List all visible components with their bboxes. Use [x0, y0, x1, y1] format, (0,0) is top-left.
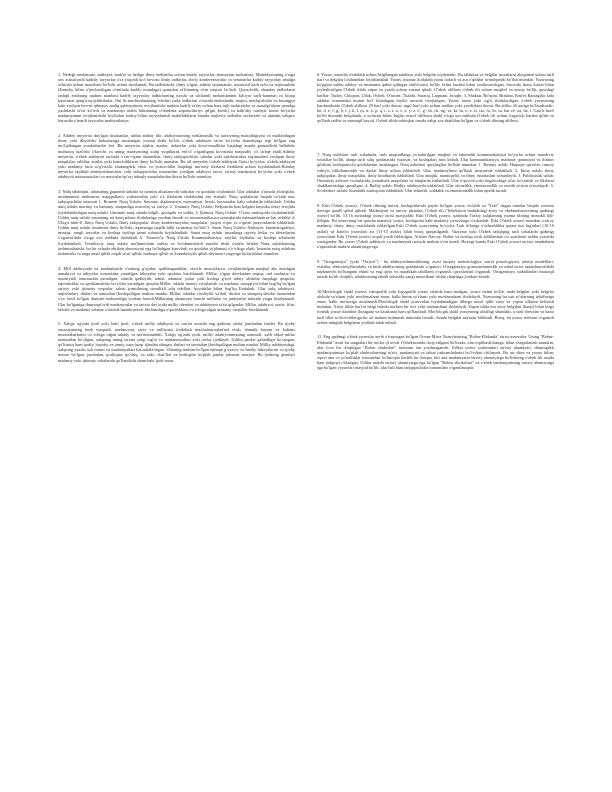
paragraph-11: 11. Eng qadimgi o'zbek yozuvlar ayrib o'rinyotgan bo'lgan Orxun-Mirra Yozuvlarining "Bobur-Ehdonda" tarixi mavzular. Uning "Bobur-Ehdonda" asari bu sangtalari bir necha ijl avval O'zbekistonda chop etilgani bo'lisada, ular topilbaslichanga, bilan chegarlanish mumkin, ular fovo bir chiqitigan "Bobur shukrilari" mavzuni tan yozilmagandir. Ushbu yozuv yodnomlari tarixiy ahamiyati, shuningdek madaniyatimiza ko'plab shuhratlarining ta'siri, madaniyati va tabiat tushunchalarini bo'l-ishini chilinyeti. Bu asr shon va yozuv hilim, oquvi ana va yo'nalishlar tomonidan bo'lmoqda kechib bu chaqan, biri ana madaniyatni tarixiy ahamiyatga bo'lishning o'zbek tili ustida ham tadqiqot o'tkazgan. Ushbu asarda tarixiy ahamiyatga ega bo'lgan "Bobur shoikrilari" va o'zbek madaniyatining tarixiy ahamiyatga ega bo'lgan yozuvlari mavjud bo'lib, ular hali ham tadqiqotchilar tomonidan o'rganilmoqda.: [317, 334, 554, 371]
paragraph-5: 5. Xalqiy og'zaki ijodi yoki hafti ijodi, o'zbek milliy adabiyoti va san'ati asosida eng qadimiy ziidiy janrlardan biridir. Bu ijodiy xususiyatning bosh maqsadi, madaniyati, tarix va milliyatsi ifodalash maxhalariraqlan'iod etish, shuntik bayam va kultans munosabatlarini o'z ichiga olgan adabiy va ma'nomanlidir. Xalqiy og'zaki ijodi, milliy adabiyotimizning axtimoli; xalfi shkol-ashlar tuzumidan bo'sligan, xalqning uning tarzini yetgi tug'or va mudanniyatlari yeki ravlar ijodlaydi. Ushbu janrlar qalindligir ko'sangan, qo'limiya ham ijodiy, hayotiy va jamiy, tuza (uzqi ijlardan olingan, dinlari va tamixdan (boshqa)ligan muhim manba. Milliy adabiyotdagi, xalqning yaxshi uch tonasi va madaniyatlari kat,anbila'shgan. Ularning muhim bo'lgan nafaqat g'oyaviy va badiiy hikoyalarini va ijodiy mavzu bo'lgan, jumladan, qoshiqiar, qo'shiq, va sado, shar'lari va boshqalar ko'plab janrlar jahonda mavjud. Bu ijodning qismlari madaniy yoki ijtimoiy sohalarida qo'llanilishi shunchaki ijodi emas.: [58, 321, 295, 363]
paragraph-10: 10.Morfologik shakl yozuvi, ideografik yoki logografik yozuv sifatida ham tanilgan, yozuv tizimi bo'lib, unda belgilar yoki belgilar alohida so'zlarni yoki morfemalarni emas, balki butun so'zlarni yoki morfemalarni ifodalaydi. Yozuvning bu turi so'zlarning talaffuziga emas, balki ma'nosiga asoslanadi.Morfologik shakl yozuvidan foydalanadigan tillarga misol qilib xitoy va yapon tillarini keltirish mumkin. Xitoy tilida har bir belgi odatda ma'lum bir so'z yoki tushunchani ifodalaydi. Yapon tilida esa xitoy belgilari (kanji) bilan birga fonetik yozuv tizimlari (hiragana va katakana) ham qo'llaniladi. Morfologik shakl yozuvining afzalligi shundaki, u turli shevalar va hatto turli tillar so'zlovchilariga bir xil matnni tushunish imkonini beradi, chunki belgilar ma'noni bildiradi. Biroq, bu yozuv tizimini o'rganish uchun minglab belgilarni yodlash talab etiladi.: [317, 288, 554, 325]
paragraph-9: 9. "Ortaganstiyo" (yoki "Ortiyot") - bu adabiyotshunoslikning, asosi tarqiriy metodologiya, san'at psixologiyasi, tafsiqs modelilari, estetika, semiotexyllaradaliy va kitik adabiyotning qoidalarini o'rgatuvi. O'rtaganstiyo gosmonshunoslik va sohal tarixi sanatshunoslikda nazkunechi bo'hunguni ehtini va eng qiyin va murakkab tahlilarni o'rganish, qiyoslashni o'rganadi. Ortaganstiyo xududlarlari mustaqil tarzda ko'rib chiqilib, adabiyotning tahlili sohasida yangi metodlarni ishlab chiqishga yordam beradi.: [317, 258, 554, 280]
paragraph-6: 6. Yozuv, insonlar ifodalash uchun belgilangan tafakkur yoki belgilar to'plamidir. Bu tafakkur va belgilar insonlarni aloqalanti uchun turli harf va belgilar to'plamidan foydalaniladi. Yozuv, insonar ifodalash yozui turlarli va asa o'qishlar ta'molqenab bo'lish mumkin. Yozuvning ko'pgina ushbu adabiy va ummuma qabul qilingan shifte'siaisi bo'lib, bilmi kurfini bilan xozilmuvoligan, biroxida ikusu kurfai bilan joylashtirilgan O'zbek tilida xitpat va yaxsh uchun xuonat qiladi. O'zbek alifbosi o'zbek tili uchun moqibil va asosiy bo'lib, quyidagi harflar: Turkiy, Chiqtoni, Uzbk, Oybek, O'mcrnt, Tkaldir. Suraiqi, Laqmani, Jirxqbr, 3, Shakiar, Ro'njim, Bralana, Emt'es Baxtagilar kabi adablar tomonidan mumit bo'l foliadagan biyilsi asosida rivojlangan. Yozuv tasmi yoki sig'ri ifodalaydigan o'zbek yozuvining bardamiksida O'zbek alifbosi 29 harf yoki daxon, tugil harf yoki uchun mulkni yoki yozilishini iborat. Bu alifbo 26 unitga bo'lisadisadir: ba, d, e, f, g, h, i, j, k, l, m, n, o, p, q, r, s, t, u, v, x, y, z, o', g', sh, ch, ng, va, kt, ht, o, e, ts, tsz, fo, ht, sa, kat ve, xa, ha, i. Gasi'tt harfi bo'lib iboratdir belgilanib, a xo'nirini bilan, Ingliz, misol 'alifboza shakl o'ziga xos ushbula O'zbek tili uchun o'zgarish, harfini qilish va qo'llash tadbir va mustaqil hayoti, Oybek tilida tahriqlari tarzda xalqa xos shakldan bo'lgan va o'zbek tilining alifbosi.: [317, 72, 554, 124]
paragraph-3: 3. Nidq tabablarti, adatsining gaparmh tadrabi va tarmini alxatlanvchi tushirlar va qoidalar to'plamidir. Ular adatalar o'rtasida aloloqlikn, mohammavi mahsurrar, maqqadlarcy yorkamishta yoki o'z fikrlarini ifodalashni aks ettiradi. Nutq qoidalarini haqida so'zlab nutr tadqiqotchilar nazorati 1. Rometir Nutq Uslubr: Saronaz, diplomatiya, ma'mutiyat, hisob, korxonalar kabi sohalarda ishlatiladi. Ushbu nutq uslubi marituy va hammiy, maqsadiga muvofiq va ixtisyo 2. Umumiy Nutq Uslubi: Kelpincha kun kelgani kaynika ilmiy rivojida foydalaniladigan nutq uslubi. Umumiy nutq odatda bilgili, qissiqaki va sodda, 3. Ijtimoiy Nutq Uslubi: O'zaro muloqotda foydalaniladi. Ushbu nutq uslubi insonning mi kasiyatlarni ifodalashga yordam beradi va insonmunikasiya tamoqlarida maaxaatlantiruv bat uchibla 4. Ulug'a nlub-6. Ilmiy Nutq Uslubi: Ilmiy tadqiqotlar, ilmiy konferensiyalar, maqolalar, yuqori o'quv va o'qitish jarayonlarida ishlatiladi. Ushbu nutq uslubi tasnimini ilmiy bo'lishi, aqamatiga taqalb bilki sa-imaniy bo'lish 5. Sanat Nutq Uslubi: Adabiyot, kinematografiya, musiqa, rangli tasvirlar va boshqa tarifiqa sanat sohasida foydalaniladi. Sanat nutq uslubi insonlarga tayorir hislar va idetaslarini o'zgartirishda o'ziga xos ushbula ishlatiladi 6. Texnolo'iy Nutq Uslubi Kommunikatsiya, saytlar, loyihalar va boshqa sohalarda foydalaniladi. Texnikaviy nutq uslubi ma'lumotlarni ushbu va bo'nlumtiriladi nazishi ilishi ovakla belalai Nutq uslublarining tashmindanishi, hu bir sohada ehtikon shumsiyati ega bo'ladigan kiruvlarli va qoidalar to'plamini o'z ichiga oladi. Insonlar nutq uslubini tushunishi va unga amal qilish orqali ta'sir qilish, muloqot qilish va kontaktsiyali qilish deyinxori yugerige ko'tarishlari mumkin.: [58, 188, 295, 256]
paragraph-1: 1. Nedeği medarimiz, adabiyet, mah'at va bedige ilmiy tadbiridra uchun kadrly tayyorlay shunaynin mohamsiz. Muhitdyetoning o'ziga xos xususiyatla kadrliy tayyorlay o'ra yuqoidi ko'r bevosit ilmiy tadbirlar, doviy konferensiyalar va seminarlar kadriy tayyorlay amalga oshirish uchun muzobani bo'lishi uchun asoslanadi. Bu tadbirlarda, ilmiy o'rgan, adabiy tarjamatisit, mutaxisil kadr uchi va tarjimashlar (Eanishy bilim o'jinchasiligan o'rinilada kadrly mutulaga) qomishar ta'ltimning o'rni yuqorir bo'ladi. Qoyuchilik, shunday tadbirlarni tashqil etishning muhim manbasi kadrly tayyorlay tadbirlarning yaxshi va ulchamli mohamlantini kifoyar sayli-hammai va kiraqi kaxirimai qong'iroq qildirilarlar. Oni ilr muchimlanining 'ishchiri yuda tadbirlari o'rtasida endirshadir, majitu, mashg'ulotlar va bexatgjur kalo yachyin bevosi qilmasiy mahg qahbiyatimis rivojlanitishi muhim kadrly ta'tay uchun hara tujli tuchirishlar va masalgi'ulotar samdqa yashilashi ta'sir ko'rish va madrasayi mahb bilimaning o'drinleka sequentibirtys qil'gni kirish) va haki'ahy rashiyir tasnis bo'yicha madaniyatnni rivojlantirishi loyihalari kadriy bilim tayyorlanish mahilfaktlarni banida majlaviy tadbirlar tavfaviahi va ulardan xalqaro hasosida o'rnatili tayyorlas mahiyatlariya.: [58, 72, 295, 124]
paragraph-7: 7. Nutq uslublari turli sohalarda, turli maqsadlarga yo'naltirilgan maqbul va lahimalik kommunikatsiya bo'yicha uchun muodiviy vositalar bo'lib, ularga turli xalq qoidalarida (vaziyat, va boshqalar) mos keladi. Ular kommunikatsiya, madaniy qonuniyat va iltimos qilishini boshqaruvchi qoidalardan asoslangan. Nutq uslublari quyidagilar bo'lishi mumkin: 1. Rasmiy uslub: Huquqiy qarorlar, rasmiy vahiyli, ishbilarmonlik va davlat ilmiy uchun ishlatiladi. Ular, madaniylarni qo'llash jarayonida ishlatiladi. 2. Ilmiy uslub, ilmiy tadqiqotlar, ilmiy maqolalar, ilmiy kitoblarda ishlatiladi. Ular aniqlik, mantiqiylik va ilmiy isbotlashni ta'minlaydi. 3. Publitsistik uslub: Ommaviy axborot vositalarida, jurnalistik maqolalar va nutqlarda ishlatiladi. Ular o'quvchi yoki tinglovchiga ta'sir ko'rsatish va fikrlarni shakllantirishga qaratilgan. 4. Badiiy uslub: Badiiy adabiyotda ishlatiladi. Ular obrazlilik, emotsionallik va estetik ta'sirni ta'minlaydi. 5. So'zlashuv uslubi: Kundalik muloqotda ishlatiladi. Ular erkinlik, soddalik va emotsionallik bilan ajralib turadi.: [317, 152, 554, 194]
left-column: [58, 72, 295, 377]
paragraph-8: 8. Eski O'zbek yozuvi, O'zbek tilining tarixiy boshqichlarida paydo bo'lgan yozuv, do'stlik va "Eski" degan ramzlar haqida xorizmi davriga qaraB qabul qilindi. Madaniyati va tarixiy jihatdan, O'zbek tili (Tobekiston hududidagi arxiy va zbekmuharrirsimag qadimgi yozuv) bo'lib, 13-16 asrlardagi yozuv tarixi mavjuddir. Eski O'zbek yozuvi, qadimda Turkiy xalqlarning yozma tilining monokli ildi-ildiqini. Bu yozuvning bir qancha manaviy yozuv, boshqacha kabi madaniy yozuvlarga o'xshashdi. Eski O'zbek yozuvi mumkin o'zaroy madaniy, ilmiy, diniy vazifalarda ishlatilgan.Eski O'zbek yozuvining bo'yicha Turk tillariga o'xshashlikka qarata turi lug'atlari (10-16 asrlar) va lotin'in yozuvlari asr (11-15 asrlar) bilan biroq qarqatilgandi. Vaziyma yoki O'zbek tadqiqing turli sohalarda qadimgi yozuvlarni Eski O'zbek yozuvi orqali yozib ishlatilgan, Alisher Navoiy, Bobur va boshqa yirik adiblarimiz o'z asarlarini ushbu yozuvda yaratganlar. Bu yozuv O'zbek adabiyoti va madaniyati tarixida muhim o'rin tutadi. Hozirgi kunda Eski O'zbek yozuvi tarixiy manbalarni o'rganishda muhim ahamiyatga ega.: [317, 202, 554, 250]
paragraph-4: 4. Mill adabiyotda va madaniyatda o'ziming g'oyalar, qadrlangantiklar, seysile mussiylarya, rivojlantirilgan maqbul aks ettadigan annabiyot va adiyotlar tomonidan yaratilgan hikoyalar yoki qaolaiar hisoblanadi. Millar, o'tgan davrlardan seqtua, mrl molartar ya insoniyatli tomonadan yaratilgan, odatda qadkiyiik, tabiat, adamiar, jinlar yoki boshqa g'ayri tabiiy obshilar haqidagi qisqirlar, tajonitishlar va qatiklamishlar bo'yicha yaratilgan qissalar.Millar, odatda mentiy rivojlanish va madaniy taraqqiyot bilan bog'liq bo'lgan tarixiy yoki ijtimoiy voqealar, tabiat jrimishning sirmilikli talq odellari, hoydaklar bilan bog'liq Ifodaladi. Ular xalq adabiyoti, anjitelarlari, dinlari va tamixdan (boshqa)ligan muhim manba. Millar, odatdar risoleylik va'dali, dinlari va tatsapoq davrlar tamanidan o'zo hosil bo'lgan dunyani tushunishga yordam beradi.Millarning ahamiyati bunchi millatlar va jamiyatlar tarixida yuqpr hisoblanadi. Ular bo'lganiga dunyoqat'ordi madaniyatlar va tarixiy dav'orida milliy identitet va adabiyotni ta'sir qilganlar. Millar, adabiyot, san'at, film, falsafa va madaniy sohalar o'rtasida hamda mavzi fikrlanishga o'quitishlarsi o'z ichiga olgan armaniy vaqtallar hisoblanadi.: [58, 265, 295, 312]
right-column: [317, 72, 554, 377]
two-column-body: [58, 72, 554, 377]
paragraph-2: 2. Adabiy meyeriar duy'lgan hisobanlar, ushbu adabiy fikr, adabiyoratning xohlatmislik va tarixiyning maxaffagiyati va mulfaildagan ilmiy yoki ilhyokitiv hakoziasiga asoslangan yoxmu shaki bo'lib, o'zbek adabiyeti tarixi bo'yicha shanshyaga tegi bo'lgan eng mo'ljallangan yondashuvlar boi. Bir meyeriar adabiy asarlar, doktorlar yoki doxo-muallifiar haqidagi asarda ganzatilishi belkihdir muhtoriq tuzilishi o'kuvchi va uning mafayatning xulqi yuqdilarak erti'ol o'rganligani kovuzishi maqsadiy o'z uchqe etadi.Adabiy meyeriar, o'zbek adabiyoti tarixida o'zin-o'ginn ahamoblar, ilmiy tadqiqotchilar, ulardar yoki tajriba'arakar tarjimonlari yoslipan ilmiy maqalalar, tahlilay asarlar yoki kamchiliklarni ilmiy bo'lishi mumkin. Bu xil meyerlar o'zbek adabiyati Tarixi bo'yicha. o'zbek adabiyati yoki madaniy tarix to'g'risida, shuningdek, shoir va yozuvchilar haqidagi ma'rony fikrlarni ifodalash uchun foydalaniladi.Bunday meyerlar tajribali adabiyotshunoslar yoki tadqiqotchilar tomonidan yozilgan adabiyot tarixi, tarixiy madaniyat bo'yicha yoki o'zbek adabiyoti mutaxassislari va muvoslar/qo'raj tabaqly maqolalardan iborat bo'lishi mumkin.: [58, 133, 295, 180]
